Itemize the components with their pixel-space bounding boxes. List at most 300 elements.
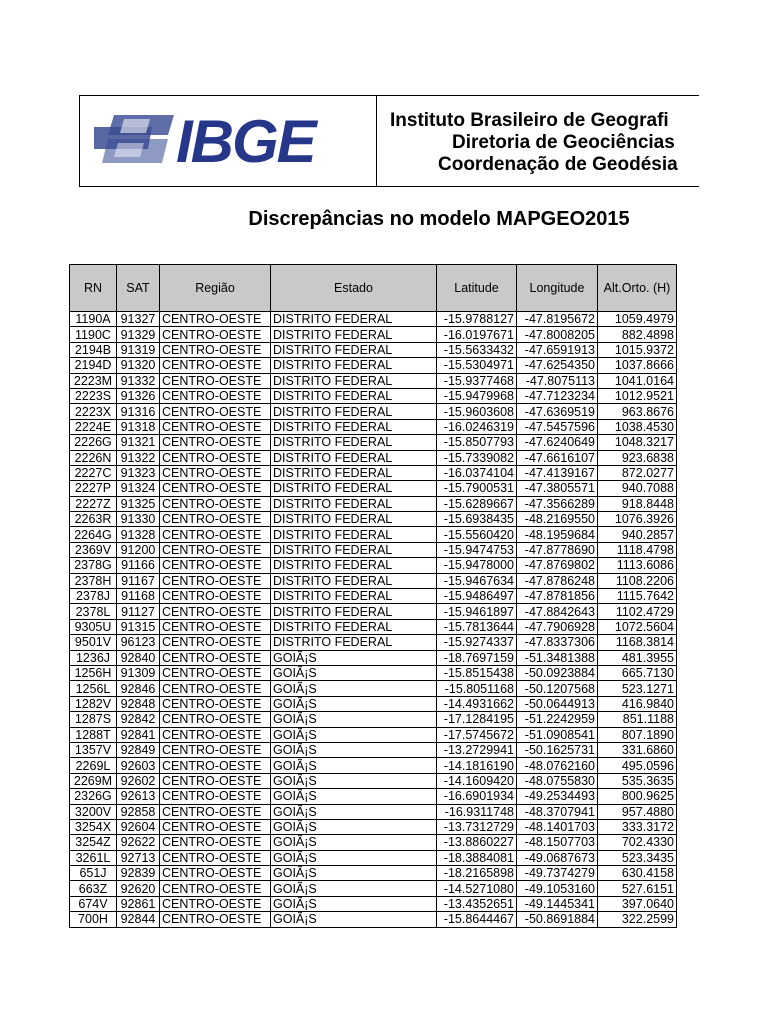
cell-estado: DISTRITO FEDERAL — [271, 465, 437, 480]
cell-altitude: 416.9840 — [598, 696, 677, 711]
cell-regiao: CENTRO-OESTE — [160, 619, 271, 634]
cell-longitude: -47.8337306 — [517, 635, 598, 650]
cell-estado: DISTRITO FEDERAL — [271, 589, 437, 604]
cell-longitude: -50.1625731 — [517, 742, 598, 757]
cell-latitude: -14.4931662 — [437, 696, 517, 711]
cell-sat: 92858 — [117, 804, 160, 819]
cell-longitude: -48.0762160 — [517, 758, 598, 773]
cell-rn: 2369V — [70, 542, 117, 557]
cell-estado: GOIÃ¡S — [271, 696, 437, 711]
table-row — [70, 681, 677, 696]
cell-altitude: 630.4158 — [598, 866, 677, 881]
cell-rn: 2263R — [70, 512, 117, 527]
cell-latitude: -15.9474753 — [437, 542, 517, 557]
cell-regiao: CENTRO-OESTE — [160, 696, 271, 711]
table-row — [70, 342, 677, 357]
cell-sat: 91321 — [117, 435, 160, 450]
cell-latitude: -17.1284195 — [437, 712, 517, 727]
cell-altitude: 940.7088 — [598, 481, 677, 496]
table-row — [70, 619, 677, 634]
cell-estado: GOIÃ¡S — [271, 665, 437, 680]
cell-latitude: -15.5633432 — [437, 342, 517, 357]
cell-latitude: -18.7697159 — [437, 650, 517, 665]
cell-estado: GOIÃ¡S — [271, 712, 437, 727]
cell-longitude: -47.4139167 — [517, 465, 598, 480]
cell-longitude: -48.1401703 — [517, 819, 598, 834]
cell-regiao: CENTRO-OESTE — [160, 650, 271, 665]
cell-sat: 91330 — [117, 512, 160, 527]
cell-estado: DISTRITO FEDERAL — [271, 450, 437, 465]
table-row — [70, 773, 677, 788]
cell-rn: 1287S — [70, 712, 117, 727]
cell-estado: DISTRITO FEDERAL — [271, 635, 437, 650]
cell-latitude: -15.9479968 — [437, 388, 517, 403]
cell-latitude: -15.7339082 — [437, 450, 517, 465]
column-header-regiao: Região — [160, 265, 271, 312]
cell-estado: DISTRITO FEDERAL — [271, 404, 437, 419]
cell-longitude: -49.0687673 — [517, 850, 598, 865]
cell-estado: DISTRITO FEDERAL — [271, 435, 437, 450]
cell-regiao: CENTRO-OESTE — [160, 327, 271, 342]
cell-latitude: -15.9467634 — [437, 573, 517, 588]
table-row — [70, 789, 677, 804]
cell-regiao: CENTRO-OESTE — [160, 604, 271, 619]
cell-latitude: -15.9486497 — [437, 589, 517, 604]
cell-longitude: -48.1959684 — [517, 527, 598, 542]
cell-latitude: -15.9377468 — [437, 373, 517, 388]
cell-sat: 92620 — [117, 881, 160, 896]
cell-latitude: -15.9478000 — [437, 558, 517, 573]
cell-estado: DISTRITO FEDERAL — [271, 619, 437, 634]
cell-regiao: CENTRO-OESTE — [160, 465, 271, 480]
cell-rn: 2226G — [70, 435, 117, 450]
cell-rn: 1256H — [70, 665, 117, 680]
table-body — [70, 312, 677, 928]
cell-estado: GOIÃ¡S — [271, 866, 437, 881]
cell-sat: 91127 — [117, 604, 160, 619]
cell-latitude: -15.9274337 — [437, 635, 517, 650]
cell-longitude: -47.3805571 — [517, 481, 598, 496]
cell-sat: 91166 — [117, 558, 160, 573]
cell-latitude: -15.5304971 — [437, 358, 517, 373]
cell-estado: DISTRITO FEDERAL — [271, 558, 437, 573]
cell-longitude: -49.1445341 — [517, 896, 598, 911]
cell-regiao: CENTRO-OESTE — [160, 758, 271, 773]
table-row — [70, 435, 677, 450]
cell-latitude: -16.9311748 — [437, 804, 517, 819]
table-row — [70, 712, 677, 727]
cell-sat: 91329 — [117, 327, 160, 342]
cell-regiao: CENTRO-OESTE — [160, 388, 271, 403]
cell-altitude: 851.1188 — [598, 712, 677, 727]
cell-sat: 92603 — [117, 758, 160, 773]
cell-sat: 96123 — [117, 635, 160, 650]
cell-estado: GOIÃ¡S — [271, 896, 437, 911]
cell-altitude: 1118.4798 — [598, 542, 677, 557]
cell-sat: 92846 — [117, 681, 160, 696]
cell-rn: 674V — [70, 896, 117, 911]
cell-rn: 2378J — [70, 589, 117, 604]
cell-sat: 92602 — [117, 773, 160, 788]
cell-latitude: -15.5560420 — [437, 527, 517, 542]
cell-regiao: CENTRO-OESTE — [160, 312, 271, 327]
cell-regiao: CENTRO-OESTE — [160, 850, 271, 865]
cell-altitude: 1072.5604 — [598, 619, 677, 634]
cell-longitude: -50.1207568 — [517, 681, 598, 696]
cell-estado: GOIÃ¡S — [271, 789, 437, 804]
cell-altitude: 523.1271 — [598, 681, 677, 696]
table-row — [70, 312, 677, 327]
cell-estado: GOIÃ¡S — [271, 881, 437, 896]
cell-sat: 92844 — [117, 912, 160, 927]
cell-altitude: 331.6860 — [598, 742, 677, 757]
cell-altitude: 807.1890 — [598, 727, 677, 742]
cell-altitude: 800.9625 — [598, 789, 677, 804]
table-row — [70, 850, 677, 865]
cell-rn: 2269L — [70, 758, 117, 773]
cell-latitude: -14.1816190 — [437, 758, 517, 773]
column-header-longitude: Longitude — [517, 265, 598, 312]
cell-longitude: -49.1053160 — [517, 881, 598, 896]
institution-name: Instituto Brasileiro de Geografi — [390, 110, 669, 131]
cell-sat: 92861 — [117, 896, 160, 911]
cell-latitude: -15.6289667 — [437, 496, 517, 511]
cell-sat: 91332 — [117, 373, 160, 388]
table-row — [70, 758, 677, 773]
cell-altitude: 1012.9521 — [598, 388, 677, 403]
cell-altitude: 957.4880 — [598, 804, 677, 819]
column-header-sat: SAT — [117, 265, 160, 312]
cell-rn: 2378G — [70, 558, 117, 573]
cell-regiao: CENTRO-OESTE — [160, 573, 271, 588]
cell-regiao: CENTRO-OESTE — [160, 665, 271, 680]
cell-altitude: 1048.3217 — [598, 435, 677, 450]
cell-regiao: CENTRO-OESTE — [160, 819, 271, 834]
table-row — [70, 358, 677, 373]
table-row — [70, 896, 677, 911]
cell-altitude: 702.4330 — [598, 835, 677, 850]
table-row — [70, 804, 677, 819]
cell-altitude: 322.2599 — [598, 912, 677, 927]
cell-latitude: -15.9461897 — [437, 604, 517, 619]
cell-estado: GOIÃ¡S — [271, 835, 437, 850]
cell-estado: DISTRITO FEDERAL — [271, 496, 437, 511]
cell-latitude: -13.4352651 — [437, 896, 517, 911]
cell-rn: 1256L — [70, 681, 117, 696]
table-row — [70, 465, 677, 480]
cell-estado: DISTRITO FEDERAL — [271, 373, 437, 388]
cell-altitude: 481.3955 — [598, 650, 677, 665]
cell-altitude: 940.2857 — [598, 527, 677, 542]
cell-estado: DISTRITO FEDERAL — [271, 604, 437, 619]
cell-rn: 1190A — [70, 312, 117, 327]
cell-rn: 2378L — [70, 604, 117, 619]
cell-altitude: 1015.9372 — [598, 342, 677, 357]
cell-longitude: -49.2534493 — [517, 789, 598, 804]
cell-rn: 2223X — [70, 404, 117, 419]
cell-estado: DISTRITO FEDERAL — [271, 358, 437, 373]
cell-estado: DISTRITO FEDERAL — [271, 481, 437, 496]
cell-rn: 2227Z — [70, 496, 117, 511]
cell-sat: 91324 — [117, 481, 160, 496]
cell-estado: DISTRITO FEDERAL — [271, 573, 437, 588]
cell-latitude: -15.7813644 — [437, 619, 517, 634]
cell-altitude: 1059.4979 — [598, 312, 677, 327]
table-row — [70, 912, 677, 927]
cell-altitude: 923.6838 — [598, 450, 677, 465]
cell-regiao: CENTRO-OESTE — [160, 558, 271, 573]
table-row — [70, 819, 677, 834]
cell-rn: 1357V — [70, 742, 117, 757]
cell-regiao: CENTRO-OESTE — [160, 712, 271, 727]
cell-estado: GOIÃ¡S — [271, 650, 437, 665]
cell-rn: 3254X — [70, 819, 117, 834]
cell-sat: 91323 — [117, 465, 160, 480]
cell-sat: 91316 — [117, 404, 160, 419]
table-row — [70, 835, 677, 850]
cell-estado: GOIÃ¡S — [271, 819, 437, 834]
cell-latitude: -16.0374104 — [437, 465, 517, 480]
cell-rn: 2223M — [70, 373, 117, 388]
cell-altitude: 523.3435 — [598, 850, 677, 865]
cell-rn: 663Z — [70, 881, 117, 896]
cell-latitude: -15.8644467 — [437, 912, 517, 927]
table-row — [70, 866, 677, 881]
cell-latitude: -18.2165898 — [437, 866, 517, 881]
cell-latitude: -15.8507793 — [437, 435, 517, 450]
cell-sat: 92840 — [117, 650, 160, 665]
table-row — [70, 404, 677, 419]
cell-sat: 92713 — [117, 850, 160, 865]
cell-rn: 1288T — [70, 727, 117, 742]
cell-regiao: CENTRO-OESTE — [160, 742, 271, 757]
cell-sat: 91325 — [117, 496, 160, 511]
ibge-logo-icon — [94, 115, 174, 163]
cell-longitude: -51.0908541 — [517, 727, 598, 742]
table-row — [70, 558, 677, 573]
institution-block — [390, 110, 678, 176]
cell-regiao: CENTRO-OESTE — [160, 373, 271, 388]
cell-estado: DISTRITO FEDERAL — [271, 388, 437, 403]
cell-longitude: -47.6240649 — [517, 435, 598, 450]
table-row — [70, 481, 677, 496]
cell-estado: GOIÃ¡S — [271, 804, 437, 819]
cell-altitude: 1115.7642 — [598, 589, 677, 604]
cell-rn: 700H — [70, 912, 117, 927]
table-row — [70, 635, 677, 650]
cell-sat: 92848 — [117, 696, 160, 711]
cell-regiao: CENTRO-OESTE — [160, 589, 271, 604]
cell-latitude: -15.8515438 — [437, 665, 517, 680]
cell-estado: DISTRITO FEDERAL — [271, 327, 437, 342]
cell-longitude: -47.8195672 — [517, 312, 598, 327]
table-row — [70, 388, 677, 403]
cell-sat: 92839 — [117, 866, 160, 881]
cell-altitude: 333.3172 — [598, 819, 677, 834]
cell-rn: 2326G — [70, 789, 117, 804]
cell-rn: 2264G — [70, 527, 117, 542]
cell-latitude: -13.2729941 — [437, 742, 517, 757]
table-row — [70, 419, 677, 434]
cell-longitude: -48.0755830 — [517, 773, 598, 788]
table-row — [70, 327, 677, 342]
cell-rn: 9305U — [70, 619, 117, 634]
cell-sat: 91167 — [117, 573, 160, 588]
cell-longitude: -47.8781856 — [517, 589, 598, 604]
logo-wordmark: IBGE — [176, 108, 315, 175]
cell-sat: 91319 — [117, 342, 160, 357]
cell-latitude: -13.8860227 — [437, 835, 517, 850]
cell-altitude: 535.3635 — [598, 773, 677, 788]
cell-regiao: CENTRO-OESTE — [160, 342, 271, 357]
cell-estado: GOIÃ¡S — [271, 742, 437, 757]
ibge-logo — [80, 96, 377, 186]
table-row — [70, 881, 677, 896]
cell-latitude: -13.7312729 — [437, 819, 517, 834]
cell-altitude: 665.7130 — [598, 665, 677, 680]
cell-longitude: -47.7906928 — [517, 619, 598, 634]
table-row — [70, 527, 677, 542]
cell-estado: GOIÃ¡S — [271, 758, 437, 773]
cell-altitude: 527.6151 — [598, 881, 677, 896]
cell-longitude: -47.6369519 — [517, 404, 598, 419]
column-header-rn: RN — [70, 265, 117, 312]
cell-sat: 91318 — [117, 419, 160, 434]
cell-altitude: 1037.8666 — [598, 358, 677, 373]
table-row — [70, 542, 677, 557]
table-header-row — [70, 265, 677, 312]
cell-regiao: CENTRO-OESTE — [160, 527, 271, 542]
cell-altitude: 1041.0164 — [598, 373, 677, 388]
cell-altitude: 397.0640 — [598, 896, 677, 911]
cell-regiao: CENTRO-OESTE — [160, 881, 271, 896]
cell-latitude: -16.0246319 — [437, 419, 517, 434]
cell-estado: GOIÃ¡S — [271, 850, 437, 865]
cell-rn: 2194D — [70, 358, 117, 373]
cell-rn: 2227P — [70, 481, 117, 496]
header-box — [79, 95, 699, 187]
cell-regiao: CENTRO-OESTE — [160, 773, 271, 788]
cell-regiao: CENTRO-OESTE — [160, 450, 271, 465]
cell-sat: 92622 — [117, 835, 160, 850]
cell-altitude: 1168.3814 — [598, 635, 677, 650]
cell-rn: 2378H — [70, 573, 117, 588]
table-row — [70, 650, 677, 665]
cell-sat: 91168 — [117, 589, 160, 604]
cell-sat: 91315 — [117, 619, 160, 634]
cell-sat: 92849 — [117, 742, 160, 757]
cell-estado: GOIÃ¡S — [271, 681, 437, 696]
cell-latitude: -15.8051168 — [437, 681, 517, 696]
cell-regiao: CENTRO-OESTE — [160, 542, 271, 557]
cell-rn: 3261L — [70, 850, 117, 865]
cell-latitude: -15.9788127 — [437, 312, 517, 327]
cell-estado: GOIÃ¡S — [271, 773, 437, 788]
cell-regiao: CENTRO-OESTE — [160, 481, 271, 496]
cell-rn: 3200V — [70, 804, 117, 819]
cell-sat: 91326 — [117, 388, 160, 403]
cell-rn: 2226N — [70, 450, 117, 465]
cell-longitude: -47.6254350 — [517, 358, 598, 373]
cell-sat: 92841 — [117, 727, 160, 742]
cell-sat: 91322 — [117, 450, 160, 465]
cell-regiao: CENTRO-OESTE — [160, 435, 271, 450]
cell-latitude: -15.7900531 — [437, 481, 517, 496]
cell-altitude: 882.4898 — [598, 327, 677, 342]
column-header-altitude: Alt.Orto. (H) — [598, 265, 677, 312]
cell-estado: DISTRITO FEDERAL — [271, 342, 437, 357]
cell-regiao: CENTRO-OESTE — [160, 358, 271, 373]
cell-rn: 9501V — [70, 635, 117, 650]
cell-longitude: -47.3566289 — [517, 496, 598, 511]
cell-latitude: -17.5745672 — [437, 727, 517, 742]
cell-longitude: -48.1507703 — [517, 835, 598, 850]
cell-sat: 91328 — [117, 527, 160, 542]
cell-latitude: -16.6901934 — [437, 789, 517, 804]
table-row — [70, 589, 677, 604]
cell-altitude: 918.8448 — [598, 496, 677, 511]
cell-longitude: -47.8842643 — [517, 604, 598, 619]
cell-longitude: -47.8075113 — [517, 373, 598, 388]
cell-longitude: -48.3707941 — [517, 804, 598, 819]
cell-longitude: -47.6591913 — [517, 342, 598, 357]
cell-regiao: CENTRO-OESTE — [160, 912, 271, 927]
cell-rn: 3254Z — [70, 835, 117, 850]
cell-regiao: CENTRO-OESTE — [160, 681, 271, 696]
cell-regiao: CENTRO-OESTE — [160, 635, 271, 650]
cell-estado: DISTRITO FEDERAL — [271, 419, 437, 434]
cell-longitude: -47.8786248 — [517, 573, 598, 588]
cell-altitude: 1038.4530 — [598, 419, 677, 434]
table-row — [70, 696, 677, 711]
discrepancy-table — [69, 264, 677, 928]
table-row — [70, 665, 677, 680]
table-row — [70, 512, 677, 527]
cell-rn: 1236J — [70, 650, 117, 665]
cell-longitude: -47.5457596 — [517, 419, 598, 434]
cell-altitude: 1113.6086 — [598, 558, 677, 573]
cell-rn: 2224E — [70, 419, 117, 434]
cell-longitude: -51.2242959 — [517, 712, 598, 727]
cell-estado: DISTRITO FEDERAL — [271, 542, 437, 557]
cell-rn: 2227C — [70, 465, 117, 480]
cell-longitude: -47.8769802 — [517, 558, 598, 573]
column-header-latitude: Latitude — [437, 265, 517, 312]
cell-sat: 92604 — [117, 819, 160, 834]
cell-longitude: -51.3481388 — [517, 650, 598, 665]
cell-regiao: CENTRO-OESTE — [160, 835, 271, 850]
cell-latitude: -18.3884081 — [437, 850, 517, 865]
cell-regiao: CENTRO-OESTE — [160, 727, 271, 742]
cell-estado: GOIÃ¡S — [271, 727, 437, 742]
cell-altitude: 1076.3926 — [598, 512, 677, 527]
cell-rn: 2194B — [70, 342, 117, 357]
cell-regiao: CENTRO-OESTE — [160, 789, 271, 804]
cell-estado: DISTRITO FEDERAL — [271, 312, 437, 327]
cell-estado: DISTRITO FEDERAL — [271, 512, 437, 527]
cell-sat: 92613 — [117, 789, 160, 804]
cell-latitude: -14.1609420 — [437, 773, 517, 788]
cell-latitude: -15.9603608 — [437, 404, 517, 419]
cell-rn: 2269M — [70, 773, 117, 788]
cell-regiao: CENTRO-OESTE — [160, 419, 271, 434]
cell-longitude: -48.2169550 — [517, 512, 598, 527]
cell-regiao: CENTRO-OESTE — [160, 804, 271, 819]
cell-rn: 2223S — [70, 388, 117, 403]
cell-regiao: CENTRO-OESTE — [160, 496, 271, 511]
cell-latitude: -15.6938435 — [437, 512, 517, 527]
cell-sat: 92842 — [117, 712, 160, 727]
